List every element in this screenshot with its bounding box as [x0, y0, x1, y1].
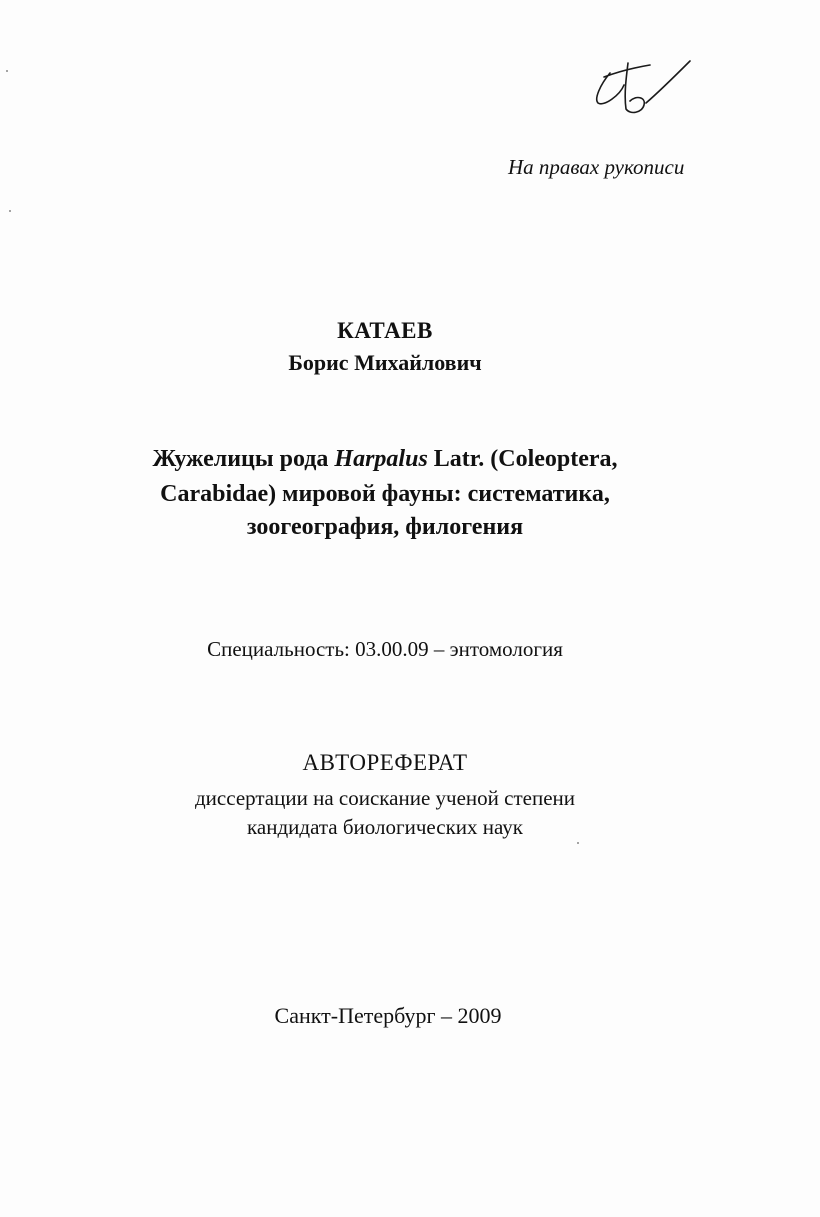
abstract-label: АВТОРЕФЕРАТ [302, 750, 468, 775]
title-genus-name: Harpalus [334, 446, 428, 472]
title-line-1-prefix: Жужелицы рода [152, 446, 335, 472]
title-line-1 [0, 446, 770, 473]
scan-speck [6, 70, 8, 72]
author-surname: КАТАЕВ [337, 318, 433, 343]
city-year: Санкт-Петербург – 2009 [274, 1003, 502, 1028]
rights-note: На правах рукописи [508, 155, 685, 179]
scan-speck [9, 210, 11, 212]
title-line-2: Carabidae) мировой фауны: систематика, [160, 481, 610, 507]
title-line-1-suffix: Latr. (Coleoptera, [427, 446, 618, 472]
degree-line-2: кандидата биологических наук [247, 815, 523, 839]
degree-line-1: диссертации на соискание ученой степени [195, 786, 575, 810]
author-given-names: Борис Михайлович [288, 350, 482, 375]
scan-speck [577, 842, 579, 844]
title-line-3: зоогеография, филогения [246, 514, 524, 540]
specialty-line: Специальность: 03.00.09 – энтомология [207, 637, 563, 661]
handwritten-signature [590, 55, 700, 130]
